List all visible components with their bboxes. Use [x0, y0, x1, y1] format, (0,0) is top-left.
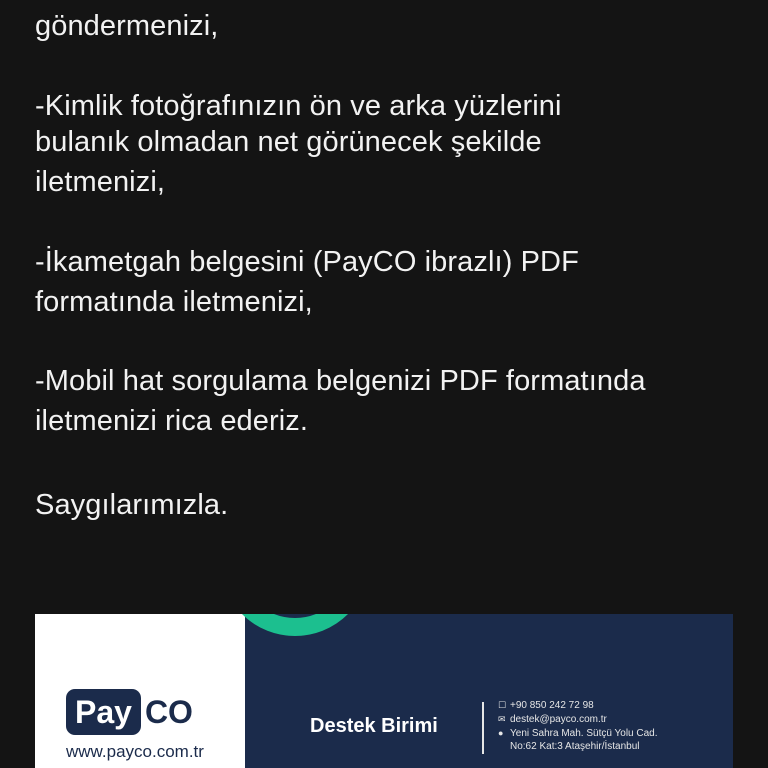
contact-address: [498, 727, 658, 740]
email-address[interactable]: destek@payco.com.tr: [510, 714, 607, 725]
location-pin-icon: ●: [498, 728, 504, 738]
email-line: iletmenizi rica ederiz.: [35, 405, 309, 437]
email-signature-banner: [35, 614, 733, 768]
email-line: bulanık olmadan net görünecek şekilde: [35, 126, 542, 158]
payco-logo: [66, 689, 193, 735]
logo-boxed-text: Pay: [66, 689, 141, 735]
phone-number[interactable]: +90 850 242 72 98: [510, 700, 594, 711]
email-line: iletmenizi,: [35, 166, 166, 198]
address-line-2: No:62 Kat:3 Ataşehir/İstanbul: [510, 741, 640, 752]
logo-tail-text: CO: [144, 694, 193, 730]
email-line: göndermenizi,: [35, 10, 219, 42]
vertical-divider: [482, 702, 484, 754]
email-line: -Kimlik fotoğrafınızın ön ve arka yüzlerini: [35, 90, 562, 122]
address-line-1: Yeni Sahra Mah. Sütçü Yolu Cad.: [510, 728, 658, 739]
signature-navy-panel: [245, 614, 733, 768]
department-name: Destek Birimi: [310, 715, 438, 737]
email-line: -Mobil hat sorgulama belgenizi PDF formatında: [35, 365, 646, 397]
contact-address-2: [510, 740, 640, 753]
contact-phone: [498, 699, 594, 712]
contact-email: [498, 713, 607, 726]
phone-icon: ☐: [498, 700, 507, 710]
email-line: formatında iletmenizi,: [35, 286, 313, 318]
envelope-icon: ✉: [498, 714, 506, 724]
website-link[interactable]: www.payco.com.tr: [66, 742, 204, 761]
closing-line: Saygılarımızla.: [35, 489, 229, 521]
email-line: -İkametgah belgesini (PayCO ibrazlı) PDF: [35, 246, 579, 278]
